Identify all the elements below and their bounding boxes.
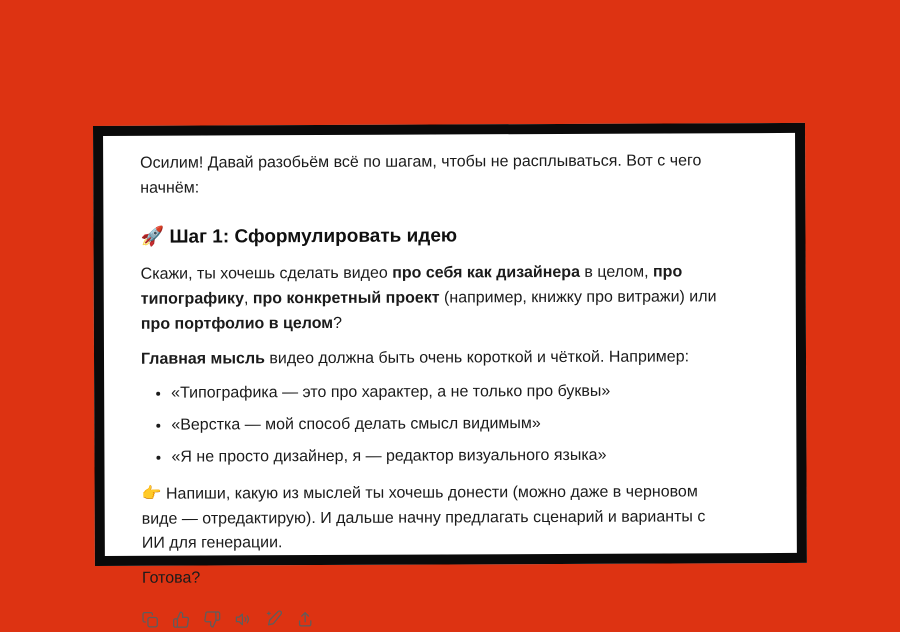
speaker-icon	[234, 610, 252, 628]
thumbs-up-icon	[172, 611, 190, 629]
message-actions-toolbar	[138, 605, 720, 632]
thumbs-down-button[interactable]	[200, 607, 224, 631]
copy-button[interactable]	[138, 608, 162, 632]
copy-icon	[141, 611, 159, 629]
list-item: • «Верстка — мой способ делать смысл видимым»	[171, 412, 719, 439]
share-button[interactable]	[293, 607, 317, 631]
read-aloud-button[interactable]	[231, 607, 255, 631]
closing-question: Готова?	[141, 569, 201, 588]
step-heading: 🚀 Шаг 1: Сформулировать идею	[140, 225, 458, 248]
edit-sparkle-icon	[265, 610, 283, 628]
call-to-action-paragraph: 👉 Напиши, какую из мыслей ты хочешь донести (можно даже в черновом виде — отредактирую). И дальше начну предлагать сценарий и варианты с ИИ для генерации.	[141, 483, 706, 553]
list-item: • «Я не просто дизайнер, я — редактор визуального языка»	[171, 443, 719, 470]
edit-button[interactable]	[262, 607, 286, 631]
intro-paragraph: Осилим! Давай разобьём всё по шагам, чтобы не расплываться. Вот с чего начнём:	[140, 152, 702, 197]
list-item: • «Типографика — это про характер, а не только про буквы»	[171, 380, 719, 407]
main-idea-paragraph: Главная мысль видео должна быть очень короткой и чёткой. Например:	[140, 348, 690, 368]
thumbs-up-button[interactable]	[169, 608, 193, 632]
thumbs-down-icon	[203, 610, 221, 628]
assistant-message	[103, 133, 720, 632]
chat-message-card	[93, 123, 807, 588]
idea-list	[141, 380, 719, 471]
share-icon	[296, 610, 314, 628]
choice-paragraph: Скажи, ты хочешь сделать видео про себя как дизайнера в целом, про типографику, про конкретный проект (например, книжку про витражи) или про портфолио в целом?	[140, 263, 717, 333]
